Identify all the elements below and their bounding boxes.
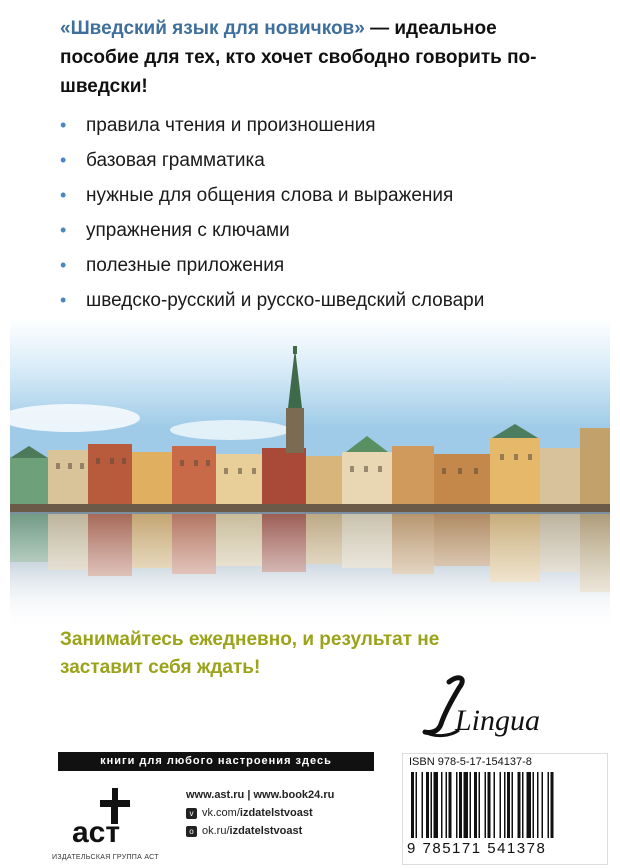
website-links[interactable]: www.ast.ru | www.book24.ru bbox=[186, 789, 335, 801]
barcode bbox=[411, 772, 601, 838]
ok-link[interactable]: o ok.ru/izdatelstvoast bbox=[186, 822, 334, 840]
bullet-dot-icon: • bbox=[60, 290, 67, 310]
lingua-wordmark: Lingua bbox=[455, 704, 541, 737]
feature-item: • упражнения с ключами bbox=[60, 213, 484, 248]
vk-link[interactable]: v vk.com/izdatelstvoast bbox=[186, 804, 334, 822]
feature-item: • нужные для общения слова и выражения bbox=[60, 178, 484, 213]
lingua-logo bbox=[415, 672, 555, 742]
bullet-dot-icon: • bbox=[60, 220, 67, 240]
feature-item: • полезные приложения bbox=[60, 248, 484, 283]
feature-item: • шведско-русский и русско-шведский словари bbox=[60, 283, 484, 318]
intro-text: — идеальное пособие для тех, кто хочет свободно говорить по-шведски! bbox=[60, 18, 537, 97]
bullet-dot-icon: • bbox=[60, 150, 67, 170]
slogan: Занимайтесь ежедневно, и результат не заставит себя ждать! bbox=[60, 629, 440, 678]
publisher-links bbox=[186, 786, 334, 840]
ast-wordmark: аст bbox=[72, 816, 121, 849]
bullet-dot-icon: • bbox=[60, 185, 67, 205]
feature-item: • правила чтения и произношения bbox=[60, 108, 484, 143]
publisher-label: ИЗДАТЕЛЬСКАЯ ГРУППА АСТ bbox=[52, 854, 159, 861]
barcode-number: 9 785171 541378 bbox=[407, 840, 547, 857]
feature-list bbox=[60, 108, 484, 318]
book-title: «Шведский язык для новичков» bbox=[60, 18, 365, 39]
isbn-barcode-block bbox=[402, 753, 608, 865]
ast-logo bbox=[60, 780, 160, 864]
tagline-strip: книги для любого настроения здесь bbox=[58, 752, 374, 771]
intro-paragraph bbox=[60, 14, 560, 101]
bullet-dot-icon: • bbox=[60, 115, 67, 135]
isbn-label: ISBN 978-5-17-154137-8 bbox=[409, 756, 532, 768]
stockholm-photo bbox=[10, 318, 610, 630]
ok-icon: o bbox=[186, 826, 197, 837]
feature-item: • базовая грамматика bbox=[60, 143, 484, 178]
vk-icon: v bbox=[186, 808, 197, 819]
bullet-dot-icon: • bbox=[60, 255, 67, 275]
